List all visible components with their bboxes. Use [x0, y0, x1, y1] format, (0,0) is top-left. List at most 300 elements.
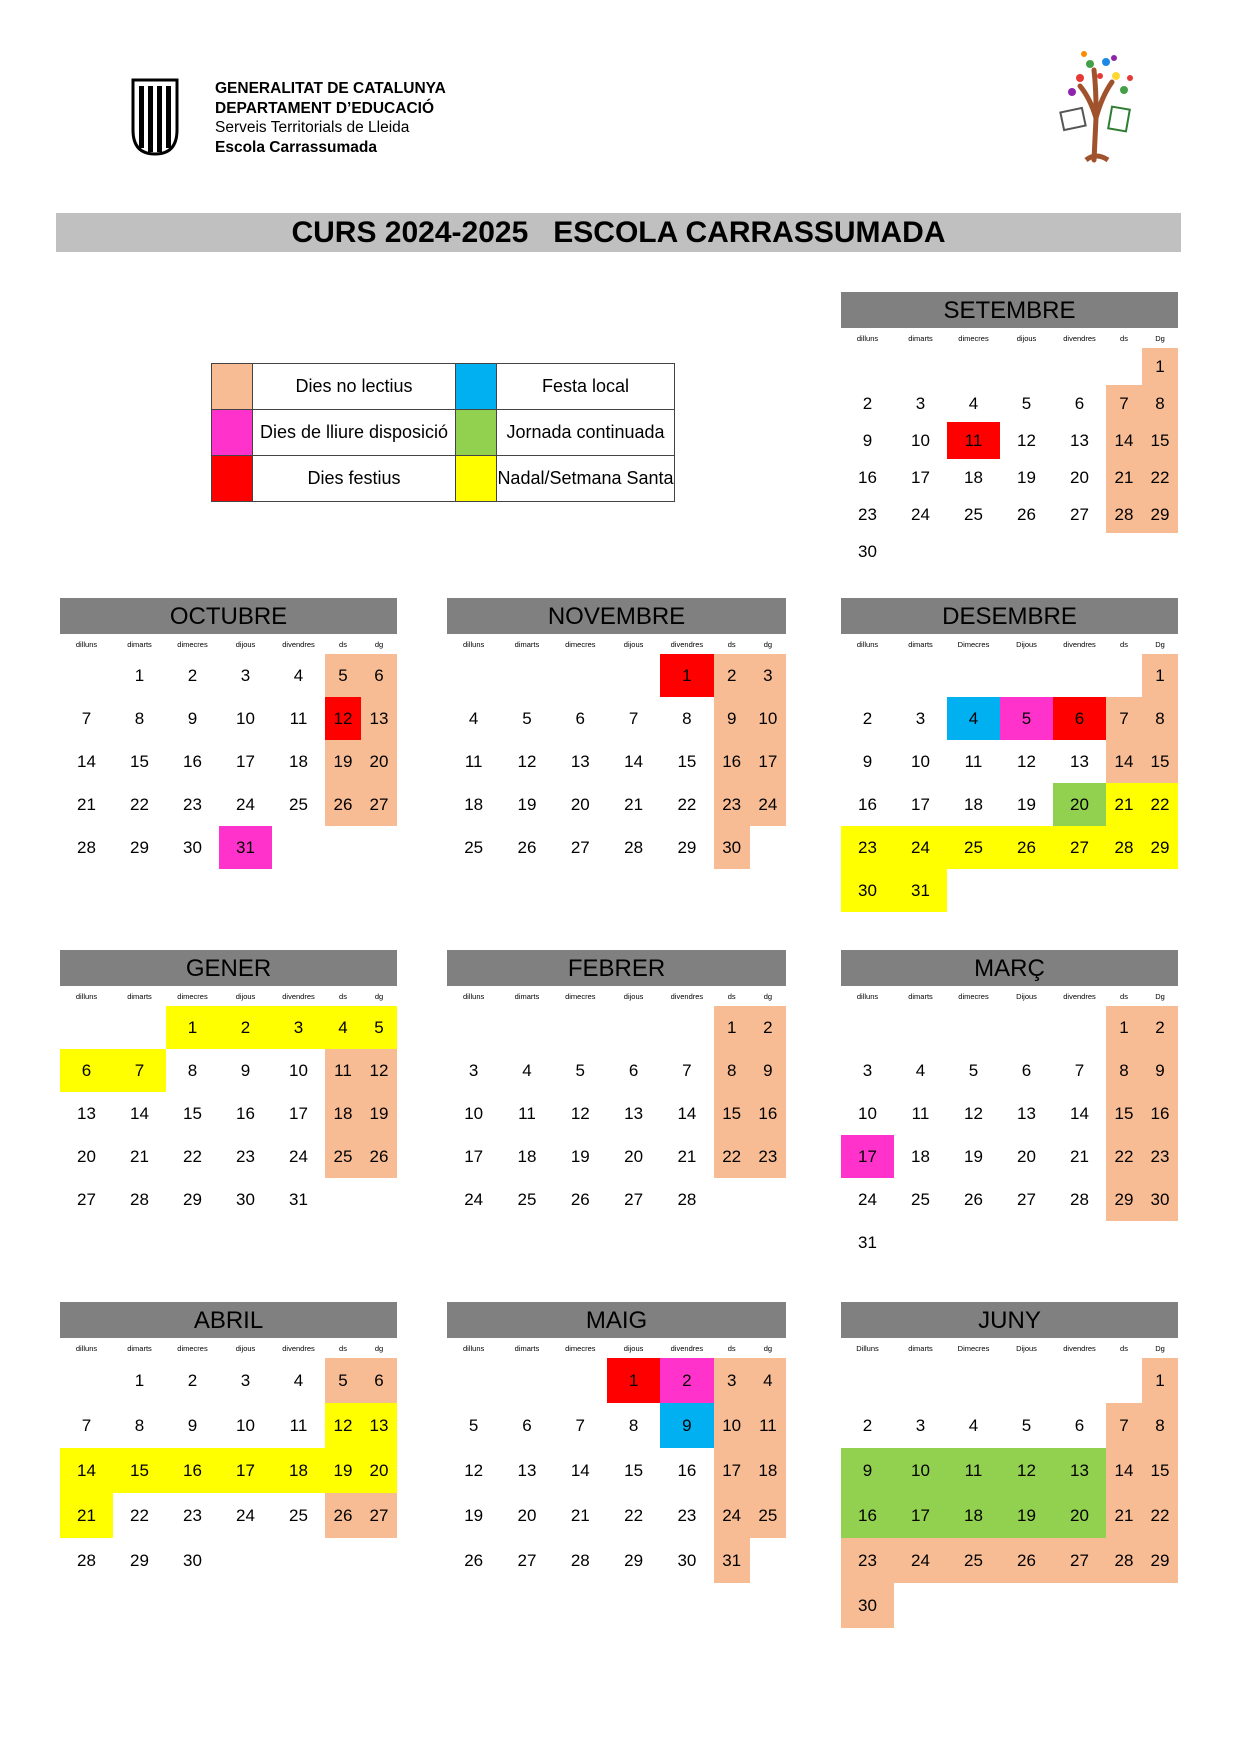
day-cell: 6 — [1053, 697, 1106, 740]
day-cell: 21 — [1070, 1146, 1089, 1166]
day-cell: 22 — [677, 794, 697, 814]
day-cell: 3 — [240, 665, 251, 685]
weekday-header: dg — [763, 991, 773, 1001]
day-cell: 26 — [1000, 826, 1053, 869]
school-tree-logo-icon — [1050, 48, 1142, 166]
day-cell: 2 — [187, 1370, 198, 1390]
weekday-header: dimecres — [177, 639, 208, 649]
weekday-header: Dimecres — [957, 1343, 990, 1353]
weekday-header: divendres — [1063, 1343, 1096, 1353]
day-cell: 3 — [862, 1060, 873, 1080]
day-cell: 8 — [1142, 697, 1178, 740]
day-cell: 12 — [361, 1049, 397, 1092]
empty-cell — [1053, 1006, 1106, 1049]
day-cell: 1 — [1142, 654, 1178, 697]
day-cell: 20 — [1053, 783, 1106, 826]
legend-swatch-festa-local — [456, 364, 497, 410]
day-cell: 8 — [682, 708, 692, 728]
day-cell: 23 — [677, 1505, 697, 1525]
legend-label-no-lectius: Dies no lectius — [253, 364, 456, 410]
day-cell: 18 — [947, 1493, 1000, 1538]
day-cell: 28 — [677, 1189, 697, 1209]
day-cell: 31 — [219, 826, 272, 869]
weekday-header: ds — [727, 991, 736, 1001]
header-org-line1: GENERALITAT DE CATALUNYA — [215, 80, 446, 97]
weekday-header: ds — [339, 1343, 347, 1353]
day-cell: 7 — [81, 708, 92, 728]
day-cell: 26 — [1017, 504, 1036, 524]
day-cell: 21 — [77, 794, 96, 814]
month-name: SETEMBRE — [841, 292, 1178, 328]
day-cell: 31 — [289, 1189, 308, 1209]
header-org-line3: Serveis Territorials de Lleida — [215, 119, 410, 136]
day-cell: 18 — [325, 1092, 361, 1135]
day-cell: 17 — [911, 794, 930, 814]
day-cell: 23 — [714, 783, 750, 826]
empty-cell — [500, 1358, 553, 1403]
day-cell: 18 — [517, 1146, 537, 1166]
day-cell: 9 — [750, 1049, 786, 1092]
weekday-header: divendres — [282, 1343, 315, 1353]
day-cell: 7 — [1106, 385, 1142, 422]
legend-swatch-nadal-setmana-santa — [456, 456, 497, 502]
day-cell: 23 — [1142, 1135, 1178, 1178]
day-cell: 2 — [714, 654, 750, 697]
weekday-header: dilluns — [75, 639, 98, 649]
day-cell: 4 — [468, 708, 479, 728]
weekday-header: Dg — [1155, 639, 1165, 649]
day-cell: 27 — [77, 1189, 96, 1209]
weekday-header: dilluns — [856, 991, 879, 1001]
month-name: GENER — [60, 950, 397, 986]
month-2 — [447, 598, 786, 869]
empty-cell — [447, 1358, 500, 1403]
month-8 — [447, 1302, 786, 1583]
empty-cell — [1000, 1358, 1053, 1403]
day-cell: 12 — [325, 697, 361, 740]
weekday-header: dimecres — [565, 639, 596, 649]
day-cell: 8 — [714, 1049, 750, 1092]
day-cell: 25 — [325, 1135, 361, 1178]
day-cell: 8 — [134, 708, 145, 728]
weekday-header: divendres — [670, 991, 704, 1001]
day-cell: 6 — [575, 708, 586, 728]
day-cell: 17 — [219, 1448, 272, 1493]
day-cell: 1 — [714, 1006, 750, 1049]
day-cell: 2 — [862, 393, 873, 413]
month-name: FEBRER — [447, 950, 786, 986]
day-cell: 12 — [464, 1460, 484, 1480]
day-cell: 15 — [1142, 1448, 1178, 1493]
weekday-header: ds — [1120, 639, 1128, 649]
day-cell: 30 — [841, 869, 894, 912]
day-cell: 22 — [130, 1505, 149, 1525]
header-org-line2: DEPARTAMENT D’EDUCACIÓ — [215, 99, 435, 117]
day-cell: 19 — [325, 740, 361, 783]
day-cell: 25 — [911, 1189, 930, 1209]
day-cell: 1 — [1142, 1358, 1178, 1403]
day-cell: 22 — [1106, 1135, 1142, 1178]
day-cell: 15 — [183, 1103, 202, 1123]
legend-label-festa-local: Festa local — [497, 364, 675, 410]
day-cell: 6 — [522, 1415, 532, 1435]
day-cell: 4 — [915, 1060, 926, 1080]
empty-cell — [607, 654, 660, 697]
day-cell: 25 — [750, 1493, 786, 1538]
day-cell: 11 — [964, 751, 983, 771]
day-cell: 31 — [714, 1538, 750, 1583]
day-cell: 24 — [464, 1189, 484, 1209]
day-cell: 13 — [517, 1460, 537, 1480]
day-cell: 5 — [1021, 1415, 1032, 1435]
empty-cell — [894, 1006, 947, 1049]
day-cell: 6 — [1021, 1060, 1032, 1080]
day-cell: 25 — [517, 1189, 537, 1209]
day-cell: 6 — [628, 1060, 639, 1080]
weekday-header: ds — [727, 639, 736, 649]
empty-cell — [947, 348, 1000, 385]
weekday-header: dg — [374, 991, 384, 1001]
day-cell: 10 — [911, 751, 930, 771]
day-cell: 25 — [289, 794, 308, 814]
day-cell: 4 — [947, 697, 1000, 740]
day-cell: 14 — [1070, 1103, 1089, 1123]
weekday-header: dijous — [235, 991, 256, 1001]
weekday-header: divendres — [670, 639, 704, 649]
empty-cell — [1106, 654, 1142, 697]
day-cell: 13 — [570, 751, 590, 771]
empty-cell — [1000, 1006, 1053, 1049]
month-9 — [841, 1302, 1178, 1628]
weekday-header: Dijous — [1016, 1343, 1037, 1353]
day-cell: 5 — [575, 1060, 586, 1080]
day-grid — [447, 654, 786, 869]
day-cell: 19 — [464, 1505, 484, 1525]
empty-cell — [447, 1006, 500, 1049]
weekday-header-row — [60, 634, 397, 654]
day-cell: 16 — [1142, 1092, 1178, 1135]
day-cell: 17 — [236, 751, 255, 771]
legend-label-jornada-continuada: Jornada continuada — [497, 410, 675, 456]
empty-cell — [554, 1358, 607, 1403]
weekday-header: Dg — [1155, 1343, 1165, 1353]
day-cell: 23 — [183, 794, 202, 814]
month-name: JUNY — [841, 1302, 1178, 1338]
weekday-header: dimarts — [908, 333, 933, 343]
day-cell: 2 — [862, 1415, 873, 1435]
weekday-header: Dilluns — [856, 1343, 879, 1353]
day-cell: 27 — [361, 1493, 397, 1538]
day-cell: 31 — [858, 1232, 877, 1252]
weekday-header-row — [841, 986, 1178, 1006]
empty-cell — [607, 1006, 660, 1049]
weekday-header: dijous — [235, 639, 256, 649]
day-cell: 16 — [858, 467, 877, 487]
empty-cell — [1106, 1358, 1142, 1403]
day-cell: 10 — [894, 1448, 947, 1493]
day-cell: 5 — [1000, 697, 1053, 740]
weekday-header: dimarts — [908, 991, 933, 1001]
day-cell: 15 — [624, 1460, 644, 1480]
day-cell: 21 — [130, 1146, 149, 1166]
empty-cell — [1053, 654, 1106, 697]
day-cell: 15 — [714, 1092, 750, 1135]
day-cell: 28 — [624, 837, 644, 857]
day-cell: 30 — [183, 837, 202, 857]
empty-cell — [554, 1006, 607, 1049]
weekday-header: divendres — [282, 639, 315, 649]
day-cell: 26 — [517, 837, 537, 857]
day-cell: 25 — [964, 504, 983, 524]
day-cell: 9 — [714, 697, 750, 740]
day-cell: 16 — [858, 794, 877, 814]
month-name: MARÇ — [841, 950, 1178, 986]
day-cell: 18 — [964, 467, 983, 487]
day-cell: 20 — [361, 740, 397, 783]
day-cell: 7 — [113, 1049, 166, 1092]
weekday-header: dilluns — [75, 1343, 98, 1353]
weekday-header: dg — [763, 639, 773, 649]
day-cell: 3 — [915, 708, 926, 728]
day-cell: 14 — [60, 1448, 113, 1493]
empty-cell — [1000, 348, 1053, 385]
legend-swatch-lliure-disposicio — [212, 410, 253, 456]
day-cell: 16 — [236, 1103, 255, 1123]
day-cell: 15 — [113, 1448, 166, 1493]
day-cell: 1 — [166, 1006, 219, 1049]
day-cell: 17 — [894, 1493, 947, 1538]
weekday-header: Dg — [1155, 333, 1165, 343]
day-cell: 7 — [81, 1415, 92, 1435]
day-cell: 1 — [134, 1370, 145, 1390]
weekday-header: divendres — [1063, 991, 1096, 1001]
legend-label-nadal-setmana-santa: Nadal/Setmana Santa — [497, 456, 675, 502]
day-cell: 28 — [1070, 1189, 1089, 1209]
day-cell: 5 — [968, 1060, 979, 1080]
day-cell: 3 — [915, 1415, 926, 1435]
day-cell: 14 — [1106, 1448, 1142, 1493]
day-cell: 30 — [858, 541, 877, 561]
weekday-header: ds — [339, 991, 347, 1001]
day-cell: 28 — [1106, 826, 1142, 869]
legend-swatch-no-lectius — [212, 364, 253, 410]
day-cell: 15 — [677, 751, 697, 771]
day-cell: 19 — [570, 1146, 590, 1166]
weekday-header: ds — [339, 639, 347, 649]
day-cell: 9 — [862, 751, 873, 771]
day-cell: 29 — [624, 1550, 644, 1570]
weekday-header-row — [60, 986, 397, 1006]
weekday-header-row — [447, 634, 786, 654]
day-cell: 24 — [236, 1505, 255, 1525]
day-cell: 16 — [677, 1460, 697, 1480]
day-cell: 5 — [325, 654, 361, 697]
day-cell: 8 — [1142, 1403, 1178, 1448]
weekday-header-row — [447, 986, 786, 1006]
month-name: NOVEMBRE — [447, 598, 786, 634]
weekday-header: dijous — [623, 1343, 644, 1353]
weekday-header: dijous — [235, 1343, 256, 1353]
day-cell: 1 — [1106, 1006, 1142, 1049]
day-cell: 8 — [187, 1060, 198, 1080]
legend-label-lliure-disposicio: Dies de lliure disposició — [253, 410, 456, 456]
month-5 — [447, 950, 786, 1221]
month-1 — [60, 598, 397, 869]
day-cell: 25 — [464, 837, 484, 857]
weekday-header: dimecres — [565, 991, 596, 1001]
empty-cell — [841, 348, 894, 385]
day-cell: 26 — [325, 783, 361, 826]
day-cell: 8 — [1142, 385, 1178, 422]
day-cell: 7 — [575, 1415, 586, 1435]
day-cell: 3 — [915, 393, 926, 413]
day-cell: 9 — [187, 708, 198, 728]
day-cell: 20 — [570, 794, 590, 814]
weekday-header: ds — [1120, 991, 1128, 1001]
weekday-header: dimecres — [177, 991, 208, 1001]
day-cell: 4 — [293, 665, 304, 685]
weekday-header: Dimecres — [957, 639, 990, 649]
day-cell: 2 — [660, 1358, 713, 1403]
weekday-header: dimarts — [514, 639, 540, 649]
day-cell: 16 — [841, 1493, 894, 1538]
weekday-header: dimecres — [565, 1343, 596, 1353]
day-cell: 14 — [1106, 740, 1142, 783]
day-cell: 23 — [841, 1538, 894, 1583]
day-cell: 18 — [289, 751, 308, 771]
day-cell: 9 — [187, 1415, 198, 1435]
weekday-header: divendres — [670, 1343, 704, 1353]
day-cell: 28 — [1106, 496, 1142, 533]
day-cell: 20 — [361, 1448, 397, 1493]
day-cell: 28 — [77, 1550, 96, 1570]
empty-cell — [894, 348, 947, 385]
month-7 — [60, 1302, 397, 1583]
day-cell: 6 — [1074, 393, 1085, 413]
day-cell: 6 — [361, 654, 397, 697]
day-cell: 22 — [624, 1505, 644, 1525]
day-cell: 4 — [325, 1006, 361, 1049]
day-cell: 25 — [947, 1538, 1000, 1583]
empty-cell — [113, 1006, 166, 1049]
day-cell: 1 — [607, 1358, 660, 1403]
weekday-header-row — [841, 634, 1178, 654]
day-cell: 17 — [750, 740, 786, 783]
day-cell: 13 — [1053, 1448, 1106, 1493]
day-cell: 29 — [677, 837, 697, 857]
weekday-header-row — [60, 1338, 397, 1358]
empty-cell — [1053, 348, 1106, 385]
header-institution — [215, 79, 446, 157]
day-cell: 6 — [361, 1358, 397, 1403]
day-cell: 5 — [325, 1358, 361, 1403]
day-grid — [841, 1358, 1178, 1628]
day-cell: 22 — [1142, 459, 1178, 496]
day-cell: 16 — [166, 1448, 219, 1493]
day-cell: 11 — [289, 1415, 308, 1435]
day-grid — [60, 1006, 397, 1221]
day-cell: 1 — [1142, 348, 1178, 385]
day-cell: 30 — [1142, 1178, 1178, 1221]
day-cell: 13 — [624, 1103, 644, 1123]
weekday-header: Dijous — [1016, 991, 1037, 1001]
day-cell: 15 — [1106, 1092, 1142, 1135]
day-cell: 20 — [624, 1146, 644, 1166]
empty-cell — [500, 654, 553, 697]
day-cell: 17 — [289, 1103, 308, 1123]
day-cell: 18 — [464, 794, 484, 814]
day-cell: 31 — [894, 869, 947, 912]
day-cell: 3 — [468, 1060, 479, 1080]
day-cell: 26 — [1000, 1538, 1053, 1583]
day-cell: 11 — [947, 422, 1000, 459]
month-0 — [841, 292, 1178, 570]
day-cell: 4 — [522, 1060, 532, 1080]
weekday-header: dijous — [1016, 333, 1037, 343]
day-cell: 10 — [236, 708, 255, 728]
day-cell: 29 — [1142, 826, 1178, 869]
weekday-header: ds — [1120, 333, 1128, 343]
legend-swatch-jornada-continuada — [456, 410, 497, 456]
day-cell: 13 — [1070, 751, 1089, 771]
day-cell: 22 — [1142, 783, 1178, 826]
weekday-header: dimarts — [908, 639, 933, 649]
weekday-header: dimarts — [127, 991, 152, 1001]
day-cell: 7 — [1106, 1403, 1142, 1448]
day-cell: 24 — [236, 794, 255, 814]
day-cell: 7 — [1074, 1060, 1085, 1080]
day-cell: 27 — [1070, 504, 1089, 524]
day-cell: 29 — [1142, 496, 1178, 533]
day-cell: 13 — [361, 1403, 397, 1448]
day-cell: 27 — [570, 837, 590, 857]
day-cell: 3 — [240, 1370, 251, 1390]
day-cell: 13 — [361, 697, 397, 740]
day-cell: 22 — [1142, 1493, 1178, 1538]
weekday-header: dg — [374, 639, 384, 649]
day-cell: 30 — [183, 1550, 202, 1570]
legend-table — [211, 363, 675, 502]
day-cell: 16 — [750, 1092, 786, 1135]
day-cell: 24 — [289, 1146, 308, 1166]
day-grid — [60, 654, 397, 869]
day-cell: 7 — [1106, 697, 1142, 740]
month-4 — [60, 950, 397, 1221]
day-cell: 9 — [240, 1060, 251, 1080]
weekday-header: dilluns — [463, 991, 485, 1001]
day-cell: 15 — [130, 751, 149, 771]
day-cell: 20 — [1017, 1146, 1036, 1166]
day-cell: 7 — [682, 1060, 692, 1080]
empty-cell — [660, 1006, 713, 1049]
weekday-header: dijous — [623, 991, 644, 1001]
day-cell: 12 — [1017, 751, 1036, 771]
day-cell: 28 — [1106, 1538, 1142, 1583]
day-cell: 25 — [947, 826, 1000, 869]
day-cell: 2 — [219, 1006, 272, 1049]
day-cell: 29 — [1106, 1178, 1142, 1221]
day-cell: 4 — [968, 393, 979, 413]
day-cell: 1 — [134, 665, 145, 685]
day-cell: 27 — [1053, 826, 1106, 869]
weekday-header: Dg — [1155, 991, 1165, 1001]
day-cell: 26 — [325, 1493, 361, 1538]
day-cell: 10 — [858, 1103, 877, 1123]
day-cell: 15 — [1142, 740, 1178, 783]
day-cell: 27 — [1017, 1189, 1036, 1209]
day-cell: 18 — [272, 1448, 325, 1493]
day-cell: 28 — [130, 1189, 149, 1209]
